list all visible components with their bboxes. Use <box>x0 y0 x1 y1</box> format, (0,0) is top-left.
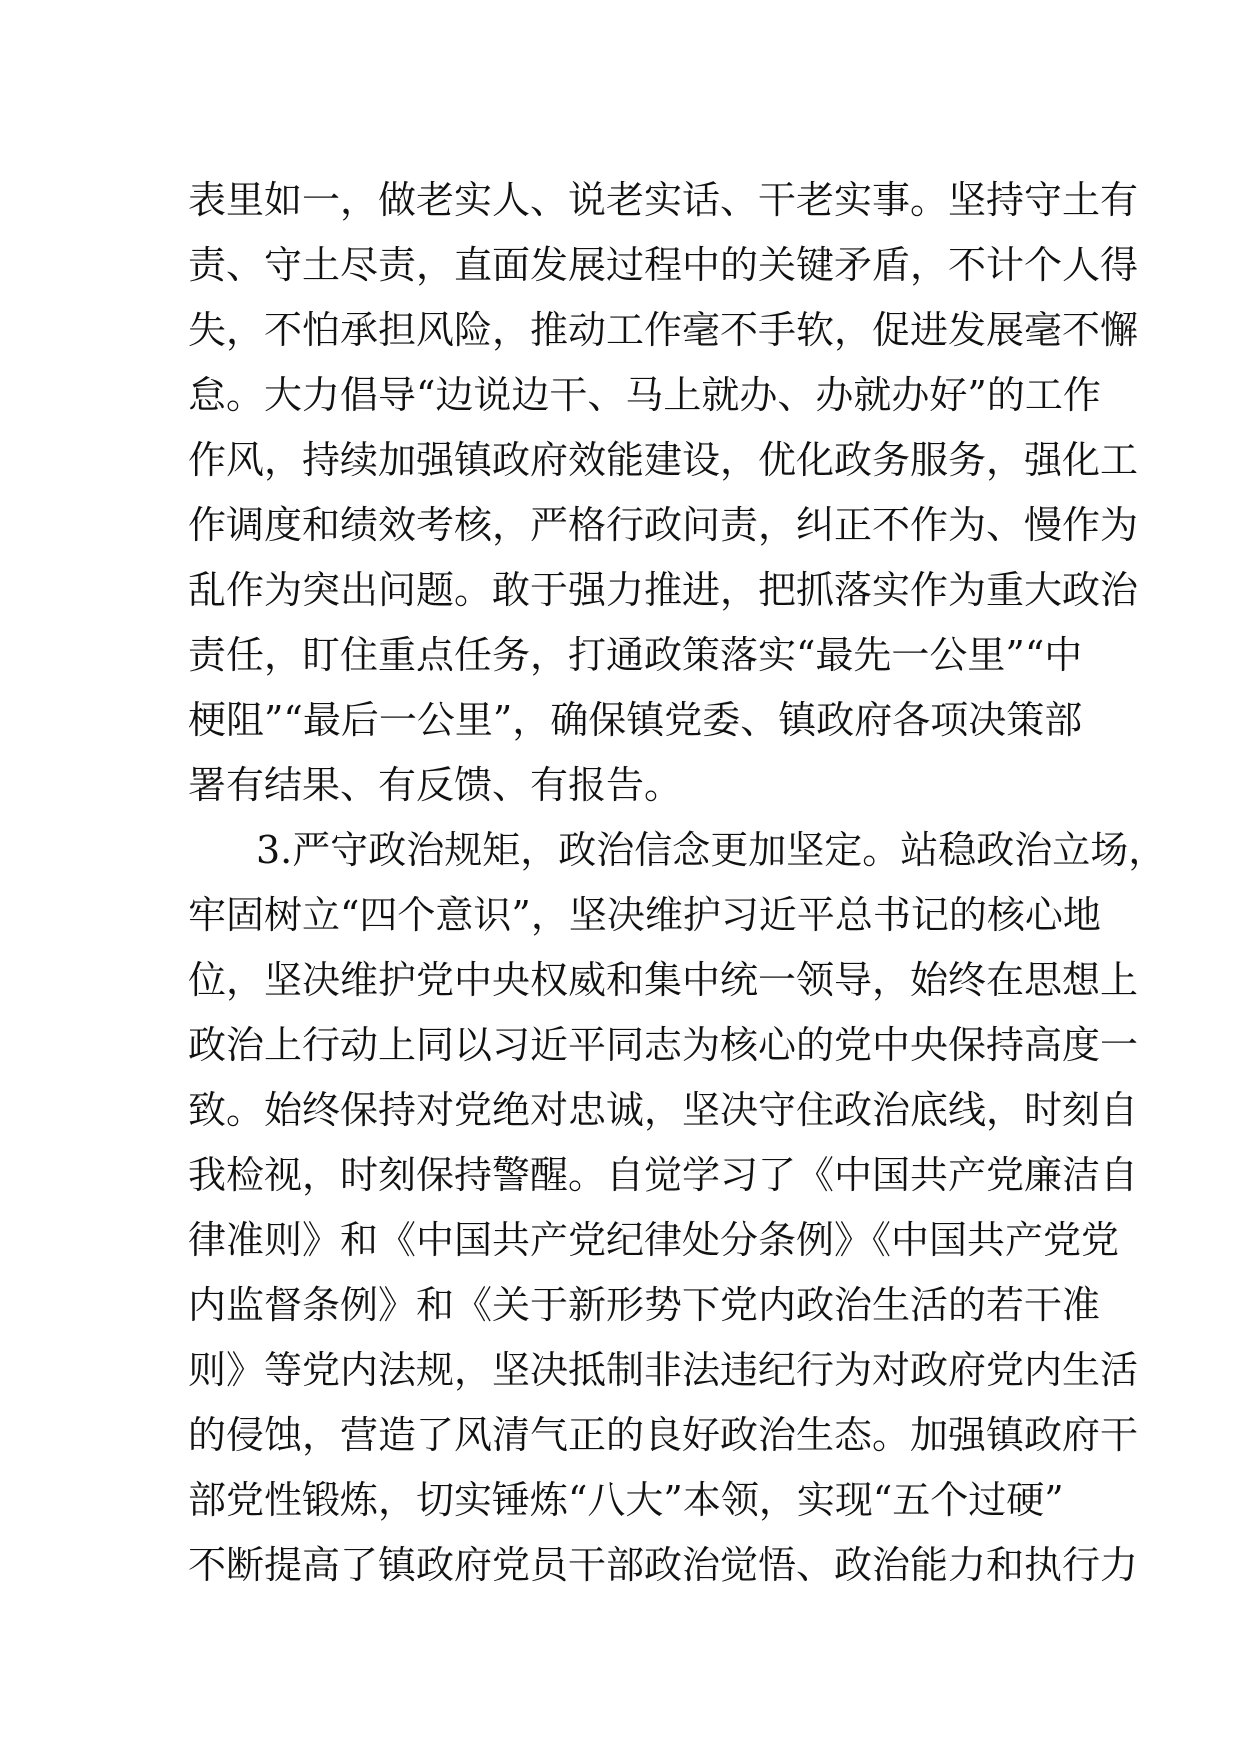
text-line: 失，不怕承担风险，推动工作毫不手软，促进发展毫不懈 <box>188 308 1139 352</box>
text-line: 怠。大力倡导“边说边干、马上就办、办就办好”的工作 <box>188 373 1101 417</box>
text-line: 署有结果、有反馈、有报告。 <box>188 763 683 807</box>
text-line: 则》等党内法规，坚决抵制非法违纪行为对政府党内生活 <box>188 1348 1139 1392</box>
text-line: 律准则》和《中国共产党纪律处分条例》《中国共产党党 <box>188 1218 1120 1262</box>
section-heading-line: 3.严守政治规矩，政治信念更加坚定。站稳政治立场， <box>256 828 1167 872</box>
text-line: 牢固树立“四个意识”，坚决维护习近平总书记的核心地 <box>188 893 1101 937</box>
text-line: 梗阻”“最后一公里”，确保镇党委、镇政府各项决策部 <box>188 698 1083 742</box>
text-line: 位，坚决维护党中央权威和集中统一领导，始终在思想上 <box>188 958 1139 1002</box>
text-line: 致。始终保持对党绝对忠诚，坚决守住政治底线，时刻自 <box>188 1088 1139 1132</box>
text-line: 的侵蚀，营造了风清气正的良好政治生态。加强镇政府干 <box>188 1413 1139 1457</box>
text-line: 责、守土尽责，直面发展过程中的关键矛盾，不计个人得 <box>188 243 1139 287</box>
text-line: 责任，盯住重点任务，打通政策落实“最先一公里”“中 <box>188 633 1083 677</box>
text-line: 政治上行动上同以习近平同志为核心的党中央保持高度一 <box>188 1023 1139 1067</box>
text-line: 乱作为突出问题。敢于强力推进，把抓落实作为重大政治 <box>188 568 1139 612</box>
text-line: 部党性锻炼，切实锤炼“八大”本领，实现“五个过硬” <box>188 1478 1064 1522</box>
text-line: 我检视，时刻保持警醒。自觉学习了《中国共产党廉洁自 <box>188 1153 1139 1197</box>
text-line: 作风，持续加强镇政府效能建设，优化政务服务，强化工 <box>188 438 1139 482</box>
text-line: 不断提高了镇政府党员干部政治觉悟、政治能力和执行力 <box>188 1543 1139 1587</box>
text-line: 表里如一，做老实人、说老实话、干老实事。坚持守土有 <box>188 178 1139 222</box>
text-line: 作调度和绩效考核，严格行政问责，纠正不作为、慢作为 <box>188 503 1139 547</box>
body-text <box>188 168 1167 1598</box>
text-line: 内监督条例》和《关于新形势下党内政治生活的若干准 <box>188 1283 1101 1327</box>
